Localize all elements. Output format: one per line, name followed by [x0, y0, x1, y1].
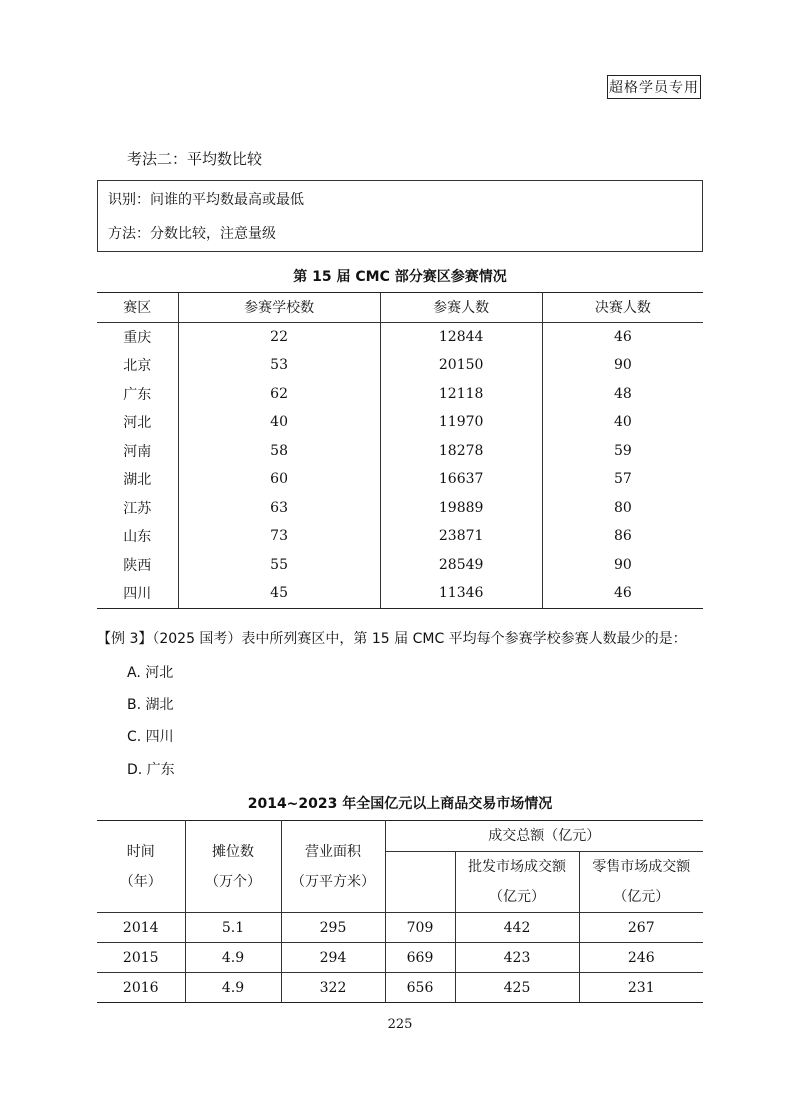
table-cell: 河南 [123, 443, 152, 460]
option-c: C. 四川 [127, 729, 174, 745]
members-only-badge: 超格学员专用 [607, 75, 701, 99]
table-cell: 53 [178, 351, 380, 380]
table-cell: 55 [178, 551, 380, 580]
col-header-time [97, 821, 185, 913]
table-cell: 63 [178, 494, 380, 523]
table-row [97, 973, 703, 1003]
table-cell: 423 [455, 943, 579, 973]
table-cell: 656 [385, 973, 455, 1003]
table-cell: 18278 [380, 437, 542, 466]
table-cell: 80 [542, 494, 703, 523]
table-cell: 86 [542, 522, 703, 551]
table-row [97, 551, 703, 580]
col-header: 赛区 [97, 293, 178, 323]
table-cell: 62 [178, 380, 380, 409]
table-cell: 2016 [97, 973, 185, 1003]
area-unit: （万平方米） [291, 873, 375, 890]
table-row [97, 522, 703, 551]
table-cell: 28549 [380, 551, 542, 580]
table-cell: 40 [542, 408, 703, 437]
table-cell: 陕西 [123, 557, 152, 574]
table-cell: 湖北 [123, 472, 152, 489]
table2-title: 2014~2023 年全国亿元以上商品交易市场情况 [247, 796, 553, 812]
table-cell: 442 [455, 913, 579, 943]
table-cell: 2014 [97, 913, 185, 943]
stalls-label: 摊位数 [212, 843, 254, 860]
table-row [97, 465, 703, 494]
wholesale-label: 批发市场成交额 [468, 859, 566, 875]
time-label: 时间 [126, 843, 155, 860]
table-cell: 11970 [380, 408, 542, 437]
table-cell: 12844 [380, 322, 542, 351]
table-cell: 46 [542, 579, 703, 608]
market-table [97, 820, 703, 1003]
table-cell: 11346 [380, 579, 542, 608]
table-row [97, 913, 703, 943]
table-cell: 四川 [97, 579, 178, 608]
stalls-unit: （万个） [205, 873, 261, 890]
table-cell: 22 [178, 322, 380, 351]
table-cell: 709 [385, 913, 455, 943]
table-row [97, 351, 703, 380]
table-cell: 90 [542, 351, 703, 380]
question-stem: 【例 3】（2025 国考）表中所列赛区中，第 15 届 CMC 平均每个参赛学校参赛人数最少的是： [97, 631, 687, 647]
table-cell: 231 [579, 973, 703, 1003]
table-cell: 322 [281, 973, 385, 1003]
table-cell: 57 [542, 465, 703, 494]
table-cell: 295 [281, 913, 385, 943]
table-cell: 46 [542, 322, 703, 351]
table-cell: 广东 [123, 386, 152, 403]
option-b: B. 湖北 [127, 697, 174, 713]
table-header-row [97, 293, 703, 323]
table-cell: 90 [542, 551, 703, 580]
table-cell: 58 [178, 437, 380, 466]
table-cell: 山东 [123, 529, 152, 546]
table-cell: 4.9 [185, 973, 281, 1003]
area-label: 营业面积 [305, 843, 361, 860]
col-header-retail [579, 852, 703, 913]
table-cell: 294 [281, 943, 385, 973]
table-cell: 江苏 [123, 500, 152, 517]
table-cell: 12118 [380, 380, 542, 409]
col-header-area [281, 821, 385, 913]
option-a: A. 河北 [127, 665, 174, 681]
table-row [97, 943, 703, 973]
table-cell: 5.1 [185, 913, 281, 943]
table-cell: 19889 [380, 494, 542, 523]
retail-unit: （亿元） [613, 889, 670, 905]
table-row [97, 494, 703, 523]
time-unit: （年） [119, 873, 162, 890]
col-header: 参赛人数 [380, 293, 542, 323]
table-cell: 20150 [380, 351, 542, 380]
table-cell: 60 [178, 465, 380, 494]
table-cell: 48 [542, 380, 703, 409]
tip-identify: 识别：问谁的平均数最高或最低 [108, 192, 304, 208]
col-header-stalls [185, 821, 281, 913]
table1-title: 第 15 届 CMC 部分赛区参赛情况 [293, 269, 507, 285]
retail-label: 零售市场成交额 [592, 859, 691, 875]
table-cell: 16637 [380, 465, 542, 494]
table-row [97, 408, 703, 437]
table-row [97, 437, 703, 466]
col-header-total: 成交总额（亿元） [385, 821, 703, 852]
table-row [97, 579, 703, 608]
table-cell: 669 [385, 943, 455, 973]
table-cell: 40 [178, 408, 380, 437]
wholesale-unit: （亿元） [489, 889, 545, 905]
total-blank [385, 852, 455, 913]
table-cell: 北京 [123, 358, 152, 375]
table-cell: 425 [455, 973, 579, 1003]
table-cell: 河北 [123, 415, 152, 432]
table-row [97, 322, 703, 351]
section-heading: 考法二：平均数比较 [127, 150, 263, 168]
table-cell: 59 [542, 437, 703, 466]
tip-box [97, 180, 703, 252]
col-header: 参赛学校数 [178, 293, 380, 323]
tip-method: 方法：分数比较，注意量级 [108, 226, 276, 242]
col-header-wholesale [455, 852, 579, 913]
col-header: 决赛人数 [542, 293, 703, 323]
table-cell: 2015 [97, 943, 185, 973]
table-cell: 45 [178, 579, 380, 608]
table-cell: 267 [579, 913, 703, 943]
table-cell: 246 [579, 943, 703, 973]
page-number: 225 [387, 1017, 413, 1032]
table-cell: 73 [178, 522, 380, 551]
table-cell: 4.9 [185, 943, 281, 973]
cmc-table [97, 292, 703, 609]
table-row [97, 380, 703, 409]
table-cell: 重庆 [123, 329, 152, 346]
option-d: D. 广东 [127, 762, 175, 778]
table-cell: 23871 [380, 522, 542, 551]
